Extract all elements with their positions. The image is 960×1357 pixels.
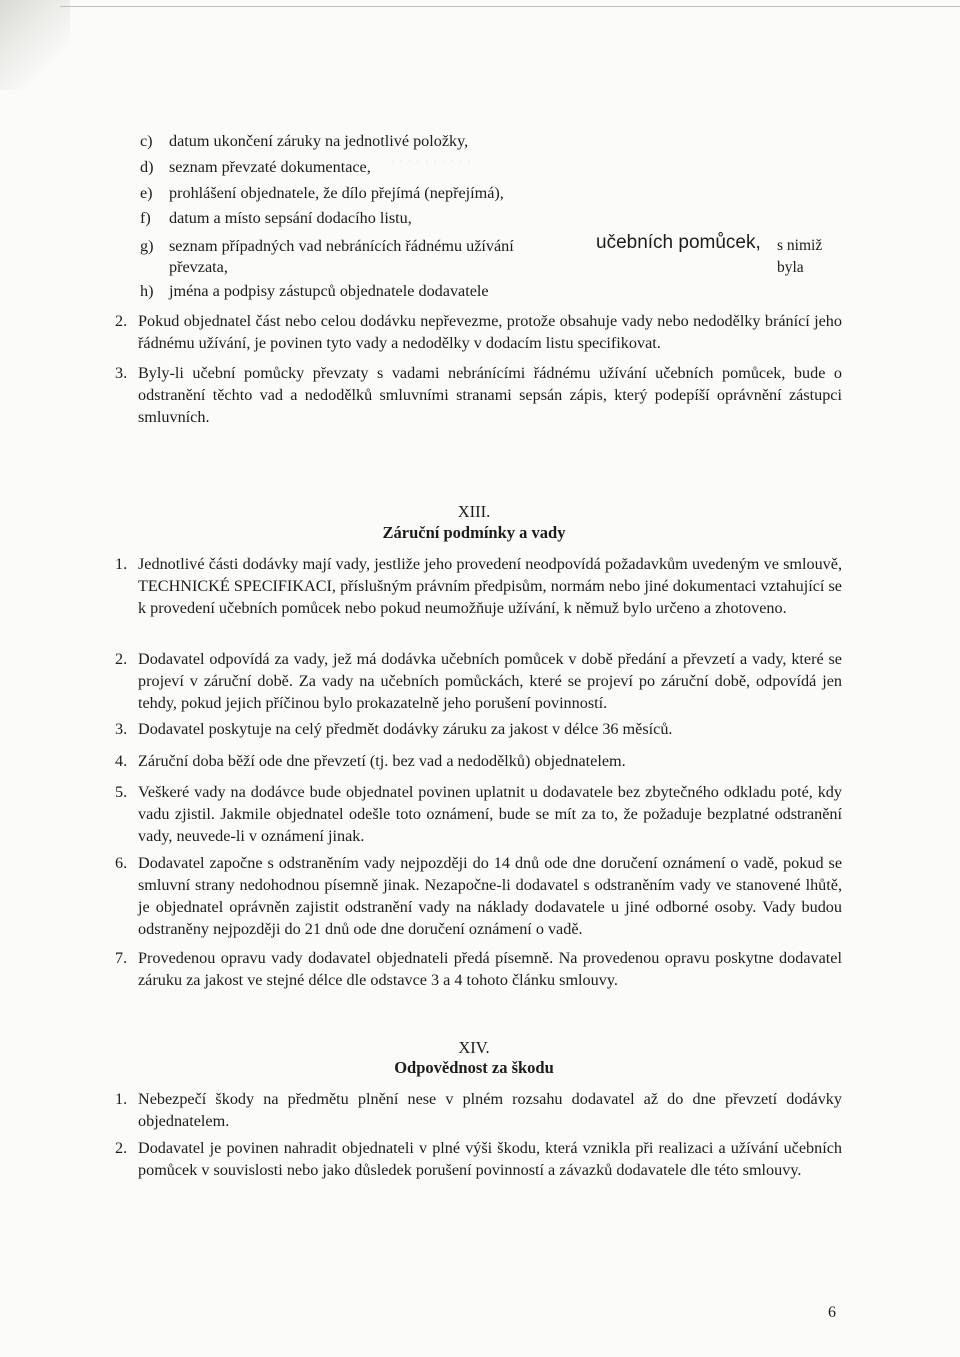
scan-top-line — [60, 6, 960, 7]
document-page: · · · · · · · · · · c) datum ukončení záruky na jednotlivé položky, d) seznam převzaté dokumentace, e) prohlášení objednatele, že dílo přejímá (nepřejímá), f) datum a místo sepsání dodacího listu, g) seznam případných vad nebránících řádnému užívání učebních pomůcek, s nimiž byla převzata, h) jména a podpisy zástupců objednatele dodavatele 2. Pokud objednatel část nebo celou dodávku nepřevezme, protože obsahuje vady nebo nedodělky bránící jeho řádnému užívání, je povinen tyto vady a nedodělky v dodacím listu specifikovat. 3. Byly-li učební pomůcky převzaty s vadami nebránícími řádnému užívání učebních pomůcek, bude o odstranění těchto vad a nedodělků smluvními stranami sepsán zápis, který podepíší oprávnění zástupci smluvních. XIII. Záruční podmínky a vady 1. Jednotlivé části dodávky mají vady, jestliže jeho provedení neodpovídá požadavkům uvedeným ve smlouvě, TECHNICKÉ SPECIFIKACI, příslušným právním předpisům, normám nebo jiné dokumentaci vztahující se k provedení učebních pomůcek nebo pokud neumožňuje užívání, k němuž bylo určeno a zhotoveno. 2. Dodavatel odpovídá za vady, jež má dodávka učebních pomůcek v době předání a převzetí a vady, které se projeví v záruční době. Za vady na učebních pomůckách, které se projeví po záruční době, odpovídá jen tehdy, pokud jejich příčinou bylo prokazatelně jeho porušení povinností. 3. Dodavatel poskytuje na celý předmět dodávky záruku za jakost v délce 36 měsíců. 4. Záruční doba běží ode dne převzetí (tj. bez vad a nedodělků) objednatelem. 5. Veškeré vady na dodávce bude objednatel povinen uplatnit u dodavatele bez zbytečného odkladu poté, kdy vadu zjistil. Jakmile objednatel odešle toto oznámení, bude se mít za to, že požaduje bezplatné odstranění vady, neuvede-li v oznámení jinak. 6. Dodavatel započne s odstraněním vady nejpozději do 14 dnů ode dne doručení oznámení o vadě, pokud se smluvní strany nedohodnou písemně jinak. Nezapočne-li dodavatel s odstraněním vady ve stanovené lhůtě, je objednatel oprávněn zajistit odstranění vady na náklady dodavatele u jiné odborné osoby. Vady budou odstraněny nejpozději do 21 dnů ode dne doručení oznámení o vadě. 7. Provedenou opravu vady dodavatel objednateli předá písemně. Na provedenou opravu poskytne dodavatel záruku za jakost ve stejné délce dle odstavce 3 a 4 tohoto článku smlouvy. XIV. Odpovědnost za škodu 1. Nebezpečí škody na předmětu plnění nese v plném rozsahu dodavatel až do dne převzetí dodávky objednatelem. 2. Dodavatel je povinen nahradit objednateli v plné výši škodu, která vznikla při realizaci a užívání učebních pomůcek v souvislosti nebo jako důsledek porušení povinností a závazků dodavatele dle této smlouvy. 6 — [0, 0, 960, 1357]
list-item-g-tail: s nimiž byla — [777, 237, 823, 276]
list-item-g-continuation: převzata, — [169, 258, 228, 276]
section-13-number: XIII. — [457, 502, 491, 521]
section-14-title: Odpovědnost za škodu — [394, 1058, 554, 1077]
scan-edge-shadow — [0, 0, 70, 90]
section-13-title: Záruční podmínky a vady — [382, 523, 566, 542]
bleed-through-text: · · · · · · · · · · — [390, 152, 472, 168]
section-14-number: XIV. — [458, 1038, 490, 1057]
page-number: 6 — [828, 1304, 836, 1321]
list-item-g: g) seznam případných vad nebránících řádnému užívání učebních pomůcek, s nimiž byla převzata, — [140, 235, 840, 283]
